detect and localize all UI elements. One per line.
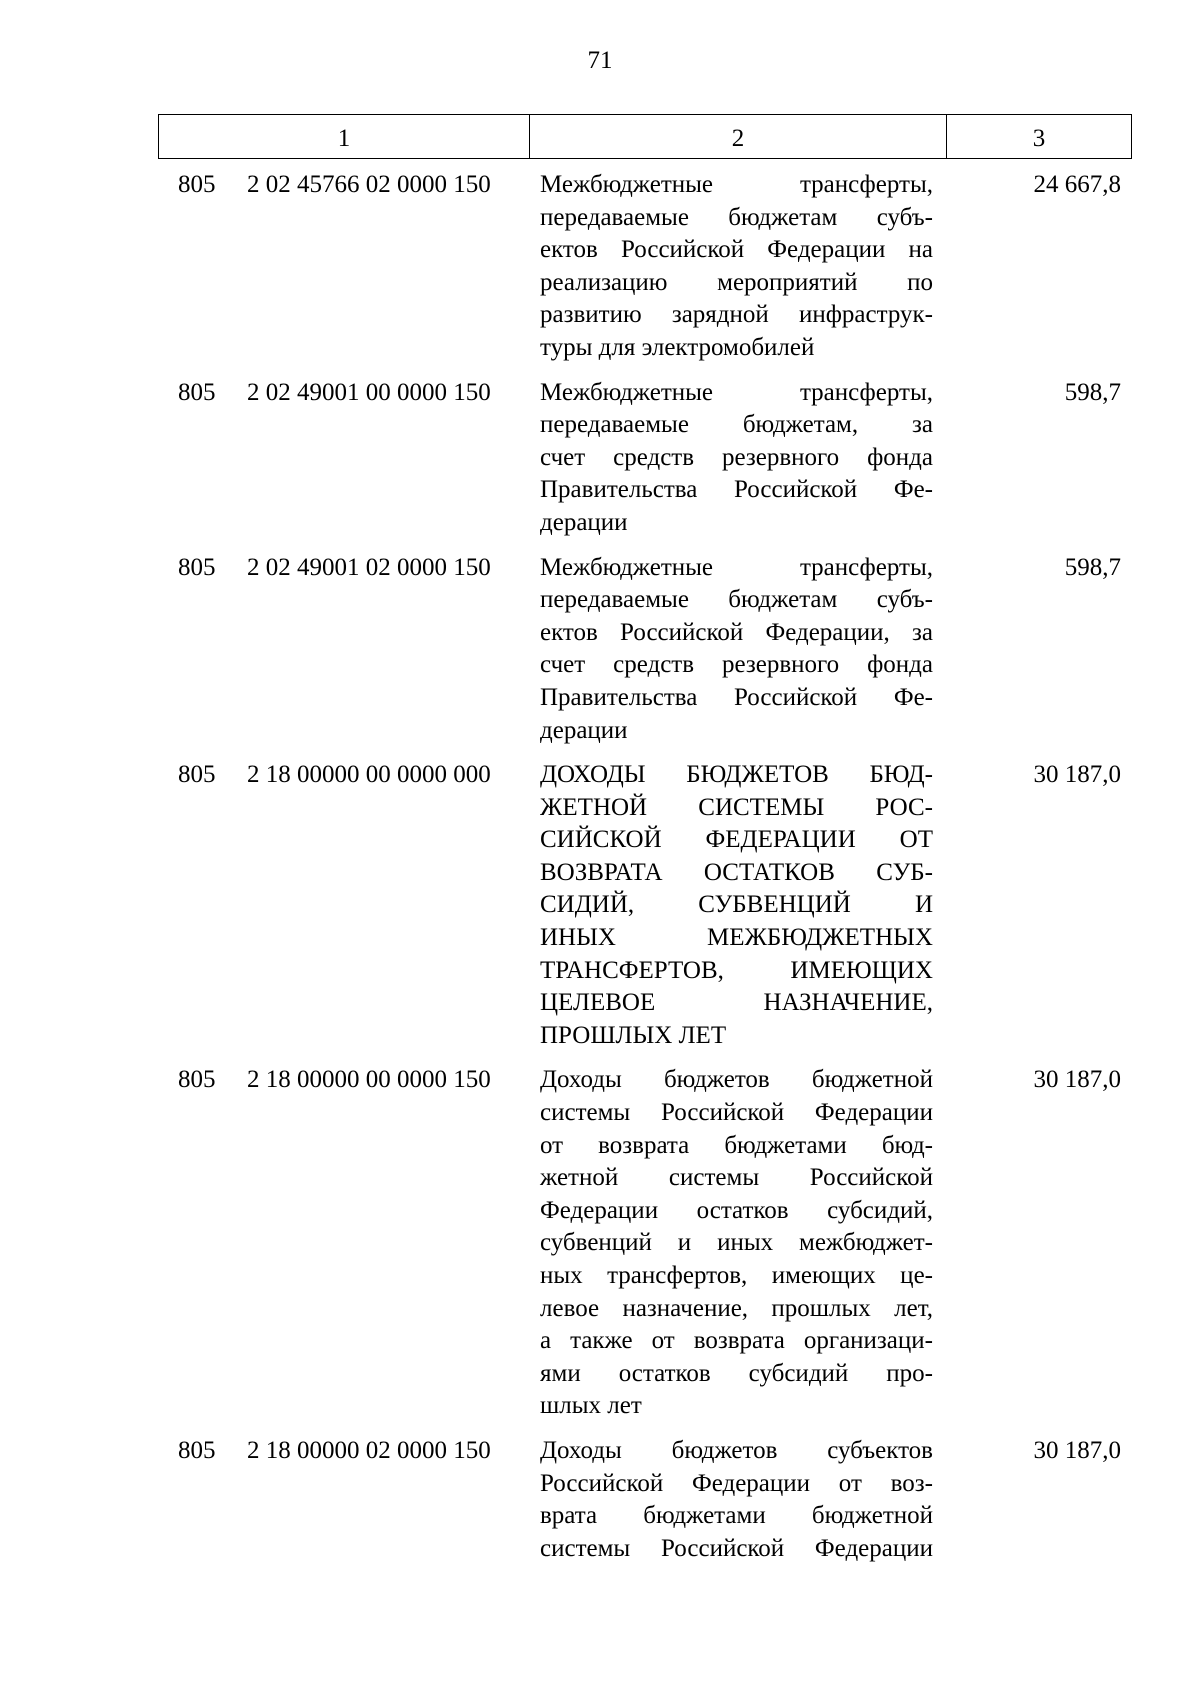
amount: 598,7 <box>1064 378 1121 406</box>
name-line: ПРОШЛЫХ ЛЕТ <box>540 1021 727 1049</box>
name-line: ЖЕТНОЙ СИСТЕМЫ РОС- <box>540 793 933 821</box>
name-line: Доходы бюджетов бюджетной <box>540 1066 933 1094</box>
revenue-code: 2 18 00000 02 0000 150 <box>247 1436 491 1464</box>
amount: 30 187,0 <box>1033 761 1121 789</box>
revenue-name <box>540 169 933 365</box>
name-line: Правительства Российской Фе- <box>540 683 933 711</box>
admin-code: 805 <box>178 1066 216 1094</box>
name-line: дерации <box>540 508 628 536</box>
name-line: Доходы бюджетов субъектов <box>540 1436 933 1464</box>
name-line: передаваемые бюджетам субъ- <box>540 203 933 231</box>
name-line: реализацию мероприятий по <box>540 268 933 296</box>
name-line: жетной системы Российской <box>540 1164 933 1192</box>
amount: 30 187,0 <box>1033 1066 1121 1094</box>
revenue-code: 2 18 00000 00 0000 000 <box>247 761 491 789</box>
name-line: ИНЫХ МЕЖБЮДЖЕТНЫХ <box>540 924 933 952</box>
admin-code: 805 <box>178 1436 216 1464</box>
table-row <box>158 1435 1132 1565</box>
name-line: ЦЕЛЕВОЕ НАЗНАЧЕНИЕ, <box>540 989 933 1017</box>
name-line: ТРАНСФЕРТОВ, ИМЕЮЩИХ <box>540 956 933 984</box>
name-line: Межбюджетные трансферты, <box>540 553 933 581</box>
name-line: Межбюджетные трансферты, <box>540 171 933 198</box>
page-number: 71 <box>587 47 613 74</box>
amount: 30 187,0 <box>1033 1436 1121 1464</box>
table-body <box>158 169 1132 1577</box>
header-cell-3: 3 <box>1032 124 1046 152</box>
name-line: дерации <box>540 716 628 744</box>
header-cell-2: 2 <box>530 115 947 158</box>
revenue-code: 2 02 49001 00 0000 150 <box>247 378 491 406</box>
admin-code: 805 <box>178 553 216 581</box>
amount: 24 667,8 <box>1033 171 1121 198</box>
revenue-name <box>540 1435 933 1565</box>
name-line: СИДИЙ, СУБВЕНЦИЙ И <box>540 891 933 919</box>
table-row <box>158 552 1132 748</box>
admin-code: 805 <box>178 171 216 198</box>
admin-code: 805 <box>178 378 216 406</box>
name-line: Федерации остатков субсидий, <box>540 1196 933 1224</box>
table-row <box>158 169 1132 365</box>
name-line: счет средств резервного фонда <box>540 651 933 679</box>
revenue-code: 2 02 45766 02 0000 150 <box>247 171 491 198</box>
name-line: ектов Российской Федерации на <box>540 236 933 264</box>
name-line: передаваемые бюджетам субъ- <box>540 586 933 614</box>
name-line: Правительства Российской Фе- <box>540 476 933 504</box>
revenue-name <box>540 377 933 540</box>
name-line: передаваемые бюджетам, за <box>540 411 933 439</box>
name-line: ектов Российской Федерации, за <box>540 618 933 646</box>
name-line: Межбюджетные трансферты, <box>540 378 933 406</box>
name-line: ных трансфертов, имеющих це- <box>540 1262 933 1289</box>
amount: 598,7 <box>1064 553 1121 581</box>
revenue-code: 2 02 49001 02 0000 150 <box>247 553 491 581</box>
name-line: шлых лет <box>540 1392 642 1420</box>
admin-code: 805 <box>178 761 216 789</box>
header-cell-1: 1 <box>159 115 530 158</box>
name-line: субвенций и иных межбюджет- <box>540 1229 933 1257</box>
name-line: а также от возврата организаци- <box>540 1327 933 1355</box>
revenue-code: 2 18 00000 00 0000 150 <box>247 1066 491 1094</box>
name-line: системы Российской Федерации <box>540 1099 933 1127</box>
name-line: ДОХОДЫ БЮДЖЕТОВ БЮД- <box>540 761 933 789</box>
name-line: ВОЗВРАТА ОСТАТКОВ СУБ- <box>540 858 933 886</box>
name-line: туры для электромобилей <box>540 333 815 361</box>
name-line: ями остатков субсидий про- <box>540 1359 933 1387</box>
revenue-name <box>540 1064 933 1423</box>
table-row <box>158 759 1132 1052</box>
name-line: левое назначение, прошлых лет, <box>540 1294 933 1322</box>
name-line: развитию зарядной инфраструк- <box>540 301 933 329</box>
revenue-name <box>540 759 933 1052</box>
table-row <box>158 1064 1132 1423</box>
table-row <box>158 377 1132 540</box>
name-line: счет средств резервного фонда <box>540 443 933 471</box>
name-line: от возврата бюджетами бюд- <box>540 1131 933 1159</box>
name-line: Российской Федерации от воз- <box>540 1469 933 1497</box>
name-line: СИЙСКОЙ ФЕДЕРАЦИИ ОТ <box>540 826 933 854</box>
name-line: системы Российской Федерации <box>540 1534 933 1562</box>
table-header <box>158 114 1132 159</box>
revenue-name <box>540 552 933 748</box>
name-line: врата бюджетами бюджетной <box>540 1502 933 1530</box>
